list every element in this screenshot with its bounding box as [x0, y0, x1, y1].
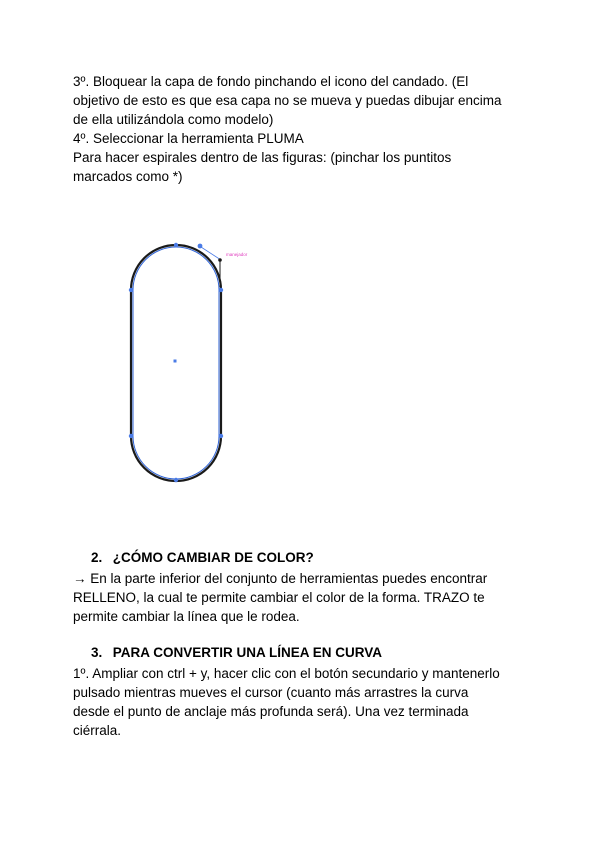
section-3-line: desde el punto de anclaje más profunda será). Una vez terminada	[73, 704, 469, 719]
section-2-line: permite cambiar la línea que le rodea.	[73, 609, 300, 624]
anchor-point-right-bottom	[219, 434, 223, 438]
anchor-point-left-top	[129, 288, 133, 292]
intro-line: objetivo de esto es que esa capa no se mueva y puedas dibujar encima	[73, 93, 502, 108]
section-title: PARA CONVERTIR UNA LÍNEA EN CURVA	[112, 645, 383, 660]
intro-line: de ella utilizándola como modelo)	[73, 112, 274, 127]
section-2-line: → En la parte inferior del conjunto de herramientas puedes encontrar	[73, 571, 488, 586]
section-2-heading	[91, 548, 314, 567]
intro-line: 3º. Bloquear la capa de fondo pinchando el icono del candado. (El	[73, 74, 469, 89]
handle-point	[198, 244, 203, 249]
anchor-point-bottom	[174, 478, 178, 482]
handle-annotation: manejador	[226, 252, 248, 257]
intro-line: 4º. Seleccionar la herramienta PLUMA	[73, 131, 304, 146]
section-3-line: ciérrala.	[73, 723, 122, 738]
anchor-point-left-bottom	[129, 434, 133, 438]
pill-outline	[131, 245, 221, 481]
section-number: 2.	[91, 550, 103, 565]
center-point	[174, 360, 177, 363]
section-3-line: pulsado mientras mueves el cursor (cuanto más arrastres la curva	[73, 685, 469, 700]
intro-line: Para hacer espirales dentro de las figuras: (pinchar los puntitos	[73, 150, 452, 165]
handle-end	[218, 258, 222, 262]
section-3-heading	[91, 643, 382, 662]
anchor-point-top	[174, 243, 178, 247]
section-3-line: 1º. Ampliar con ctrl + y, hacer clic con el botón secundario y mantenerlo	[73, 666, 500, 681]
pill-path	[133, 247, 219, 479]
section-number: 3.	[91, 645, 103, 660]
section-title: ¿CÓMO CAMBIAR DE COLOR?	[112, 550, 314, 565]
pill-shape-figure	[110, 225, 290, 495]
anchor-point-right-top	[219, 288, 223, 292]
intro-line: marcados como *)	[73, 169, 183, 184]
section-2-line: RELLENO, la cual te permite cambiar el color de la forma. TRAZO te	[73, 590, 485, 605]
